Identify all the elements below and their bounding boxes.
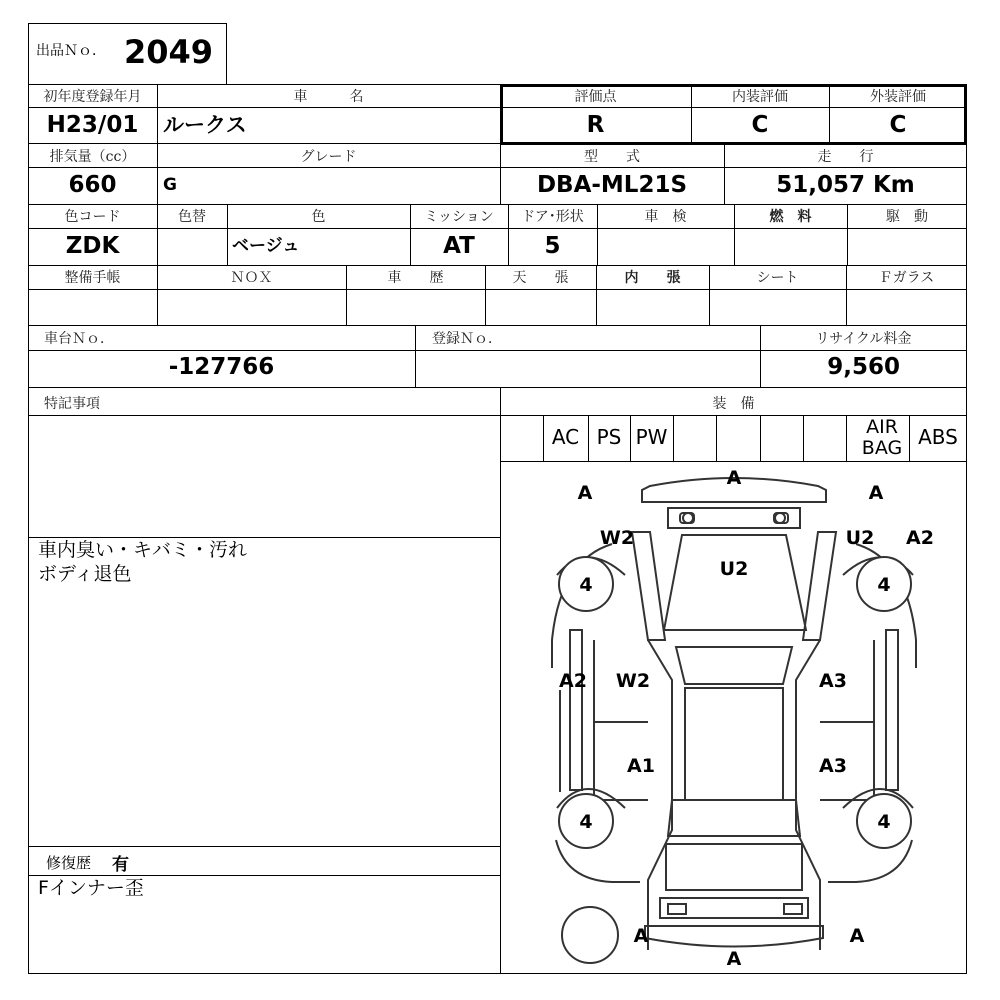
recycle-label: リサイクル料金	[815, 331, 912, 347]
repair-value: 有	[112, 855, 129, 875]
seat-label: シート	[756, 270, 799, 286]
damage-mark-5: A2	[906, 527, 934, 549]
spare-tire	[562, 907, 618, 963]
equip-pw: PW	[635, 425, 668, 449]
note-line-2: ボディ退色	[38, 563, 132, 585]
mileage-value: 51,057 Km	[776, 172, 915, 198]
damage-mark-12: A	[633, 925, 649, 947]
damage-mark-10: A1	[627, 755, 655, 777]
damage-mark-14: A	[726, 948, 742, 970]
roof	[685, 688, 783, 800]
history-label: 車 歴	[387, 270, 444, 286]
drive-label: 駆 動	[886, 209, 928, 225]
mileage-label: 走 行	[817, 149, 874, 165]
tire-mark-1: 4	[877, 574, 891, 596]
damage-mark-1: A	[577, 482, 593, 504]
damage-mark-8: W2	[615, 670, 651, 692]
equip-ac: AC	[551, 425, 580, 449]
lot-number: 2049	[124, 33, 214, 71]
color-code-value: ZDK	[65, 233, 120, 259]
score-label: 評価点	[574, 89, 617, 105]
repair-line-1: Fインナー歪	[38, 877, 144, 899]
damage-mark-6: U2	[719, 558, 749, 580]
model-label: 型 式	[584, 149, 640, 165]
note-line-1: 車内臭い・キバミ・汚れ	[38, 539, 248, 561]
damage-mark-9: A3	[819, 670, 847, 692]
roof-label: 天 張	[512, 270, 569, 286]
equip-airbag: AIR BAG	[861, 416, 903, 459]
door-label: ドア･形状	[521, 209, 584, 225]
damage-mark-2: A	[868, 482, 884, 504]
grade-label: グレード	[300, 149, 357, 165]
equip-ps: PS	[596, 425, 622, 449]
door-value: 5	[544, 233, 561, 259]
tire-mark-3: 4	[877, 811, 891, 833]
repair-label: 修復歴	[46, 854, 92, 872]
first-reg-label: 初年度登録年月	[43, 89, 142, 105]
damage-mark-4: U2	[845, 527, 875, 549]
chassis-label: 車台Ｎｏ．	[44, 331, 114, 347]
damage-mark-7: A2	[559, 670, 587, 692]
front-grille	[668, 508, 800, 528]
displacement-label: 排気量（cc）	[49, 149, 136, 165]
fglass-label: Ｆガラス	[878, 270, 935, 286]
damage-mark-13: A	[849, 925, 865, 947]
mission-label: ミッション	[424, 209, 494, 225]
exterior-value: C	[889, 112, 907, 138]
hood	[664, 535, 806, 630]
tire-mark-0: 4	[579, 574, 593, 596]
nox-label: ＮＯＸ	[230, 270, 273, 286]
damage-mark-0: A	[726, 467, 742, 489]
car-name-value: ルークス	[163, 113, 247, 137]
equip-abs: ABS	[918, 425, 958, 449]
color-label: 色	[311, 209, 326, 225]
score-value: R	[586, 112, 605, 138]
fuel-label: 燃 料	[769, 209, 812, 225]
color-code-label: 色コード	[64, 209, 121, 225]
windshield	[676, 647, 792, 684]
regno-label: 登録Ｎｏ．	[432, 331, 502, 347]
displacement-value: 660	[68, 172, 117, 198]
tire-mark-2: 4	[579, 811, 593, 833]
interior-label: 内装評価	[732, 89, 788, 105]
exterior-label: 外装評価	[870, 89, 926, 105]
repaint-label: 色替	[178, 209, 206, 225]
color-value: ベージュ	[232, 236, 300, 256]
interior-value: C	[751, 112, 769, 138]
damage-mark-11: A3	[819, 755, 847, 777]
first-reg-value: H23/01	[46, 112, 139, 138]
notes-label: 特記事項	[44, 396, 100, 412]
car-damage-diagram	[500, 461, 967, 974]
maint-label: 整備手帳	[64, 270, 121, 286]
lining-label: 内 張	[624, 270, 681, 286]
model-value: DBA-ML21S	[536, 172, 688, 198]
lot-number-label: 出品Ｎｏ．	[36, 43, 106, 59]
equipment-label: 装 備	[712, 396, 755, 412]
inspection-label: 車 検	[644, 209, 687, 225]
damage-mark-3: W2	[599, 527, 635, 549]
recycle-value: 9,560	[827, 354, 900, 380]
grade-value: G	[163, 175, 177, 195]
chassis-value: -127766	[168, 354, 275, 380]
mission-value: AT	[443, 233, 475, 259]
car-name-label: 車 名	[293, 89, 364, 105]
